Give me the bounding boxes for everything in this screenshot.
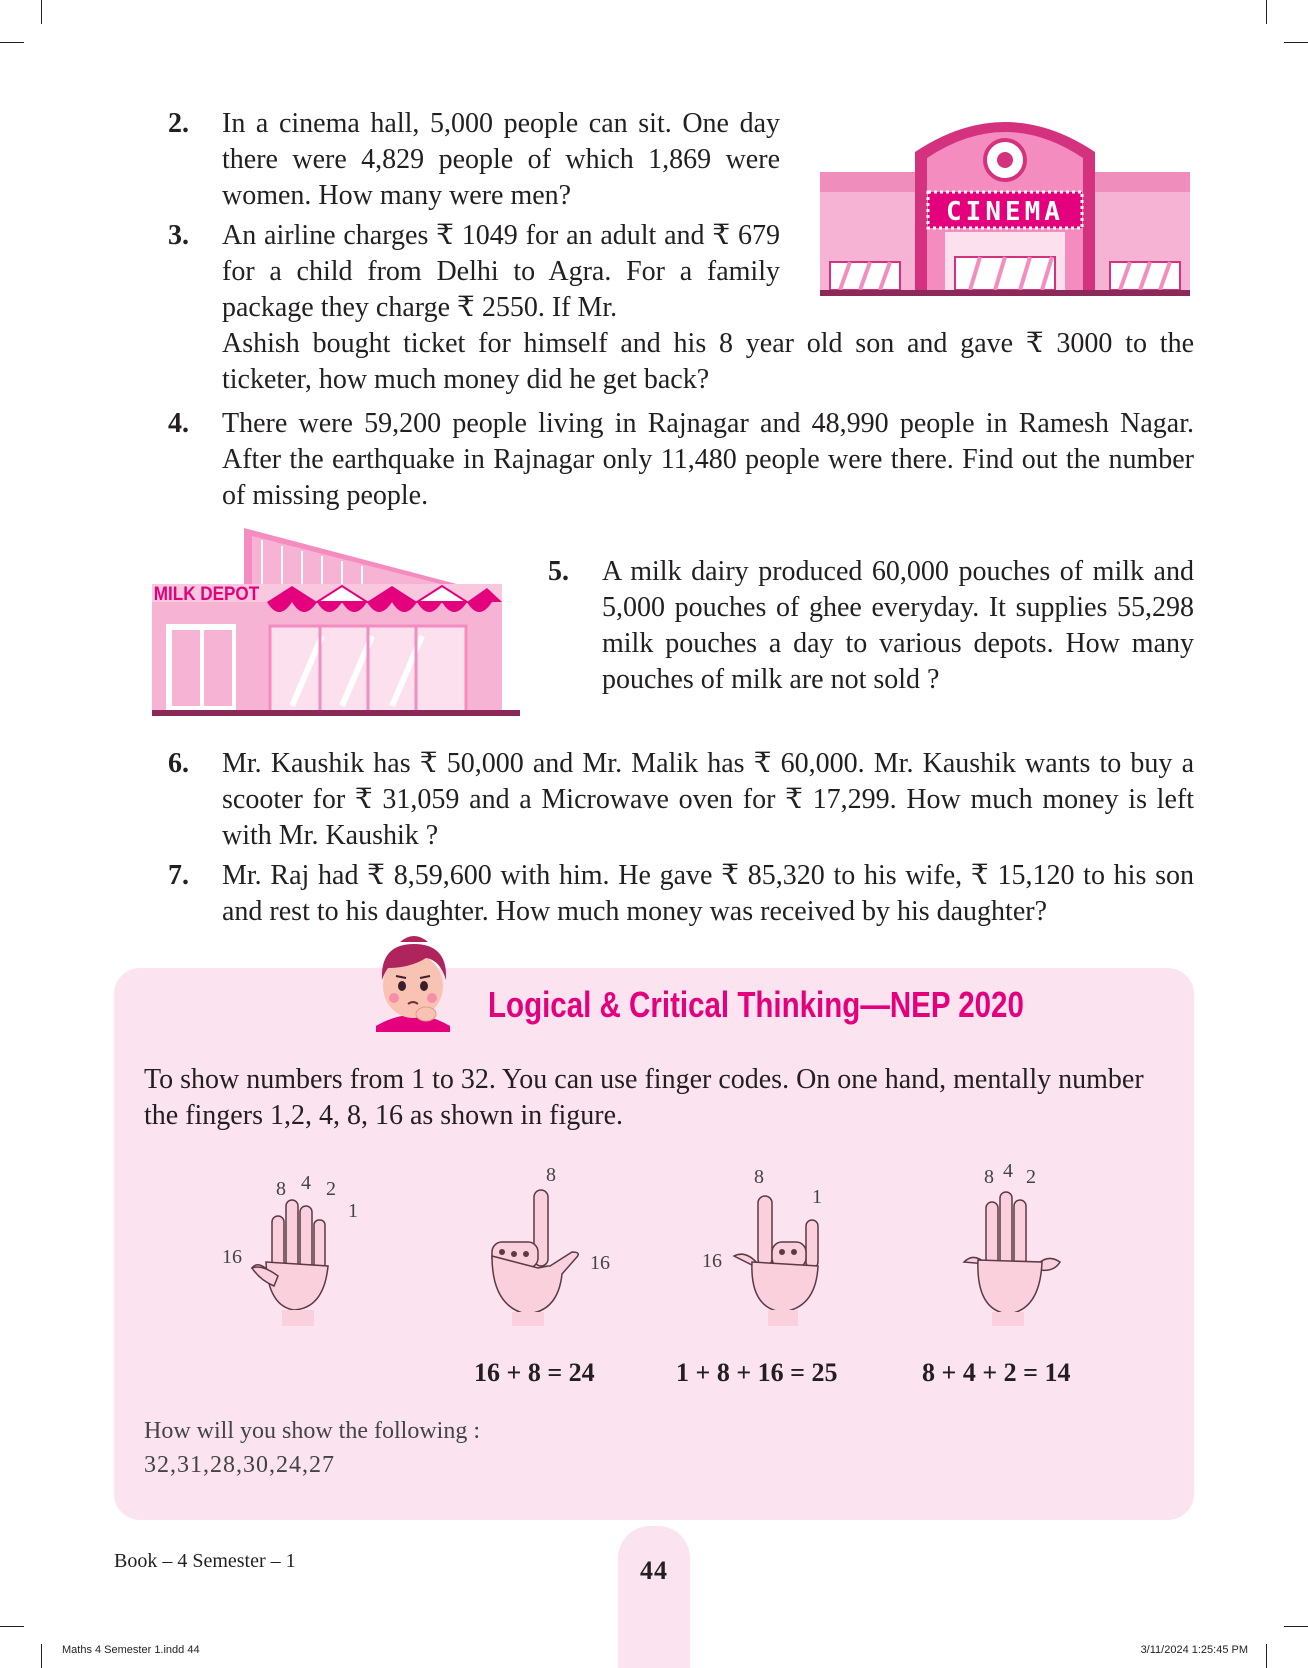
- equation-25: 1 + 8 + 16 = 25: [676, 1358, 838, 1387]
- crop-mark: [41, 1644, 42, 1668]
- footer-book-label: Book – 4 Semester – 1: [114, 1550, 296, 1572]
- question-number: 2.: [168, 108, 189, 139]
- print-slug-file: Maths 4 Semester 1.indd 44: [62, 1644, 200, 1656]
- finger-label-16: 16: [702, 1250, 722, 1272]
- cinema-sign-text: CINEMA: [946, 197, 1064, 227]
- crop-mark: [1284, 1626, 1308, 1627]
- question-7: [168, 858, 1194, 930]
- question-5: [548, 554, 1194, 698]
- activity-question: [144, 1414, 480, 1482]
- thinking-girl-icon: [370, 934, 456, 1032]
- question-text: An airline charges ₹ 1049 for an adult and ₹ 679 for a child from Delhi to Agra. For a family package they charge ₹ 2550. If Mr.: [222, 220, 780, 323]
- activity-question-text: How will you show the following :: [144, 1418, 480, 1444]
- page-number: 44: [640, 1556, 668, 1585]
- finger-label-4: 4: [1003, 1160, 1013, 1182]
- question-text: Mr. Kaushik has ₹ 50,000 and Mr. Malik has ₹ 60,000. Mr. Kaushik wants to buy a scooter for ₹ 31,059 and a Microwave oven for ₹ 17,299. How much money is left with Mr. Kaushik ?: [222, 748, 1194, 851]
- question-text: In a cinema hall, 5,000 people can sit. One day there were 4,829 people of which 1,869 were women. How many were men?: [222, 108, 780, 211]
- crop-mark: [41, 0, 42, 24]
- question-6: [168, 746, 1194, 854]
- equation-14: 8 + 4 + 2 = 14: [922, 1358, 1071, 1387]
- question-text: A milk dairy produced 60,000 pouches of milk and 5,000 pouches of ghee everyday. It supplies 55,298 milk pouches a day to various depots. How many pouches of milk are not sold ?: [602, 556, 1194, 695]
- hand-figure-index-thumb: [486, 1186, 590, 1326]
- crop-mark: [1284, 42, 1308, 43]
- finger-label-1: 1: [812, 1186, 822, 1208]
- milk-depot-illustration: [152, 526, 520, 718]
- finger-label-8: 8: [984, 1166, 994, 1188]
- question-number: 7.: [168, 860, 189, 891]
- crop-mark: [0, 1626, 24, 1627]
- nep-box-intro: To show numbers from 1 to 32. You can use finger codes. On one hand, mentally number the fingers 1,2, 4, 8, 16 as shown in figure.: [144, 1064, 1144, 1131]
- question-text-continued: Ashish bought ticket for himself and his 8 year old son and gave ₹ 3000 to the ticketer, how much money did he get back?: [222, 328, 1194, 395]
- finger-label-16: 16: [222, 1246, 242, 1268]
- finger-label-16: 16: [590, 1252, 610, 1274]
- crop-mark: [1266, 1644, 1267, 1668]
- finger-label-4: 4: [301, 1172, 311, 1194]
- question-text: There were 59,200 people living in Rajnagar and 48,990 people in Ramesh Nagar. After the earthquake in Rajnagar only 11,480 people were there. Find out the number of missing people.: [222, 408, 1194, 511]
- hand-figure-three-fingers: [960, 1186, 1064, 1326]
- finger-label-1: 1: [348, 1200, 358, 1222]
- nep-box-title: Logical & Critical Thinking—NEP 2020: [488, 984, 1024, 1025]
- milk-depot-sign-text: MILK DEPOT: [153, 583, 260, 605]
- activity-numbers: 32,31,28,30,24,27: [144, 1452, 335, 1478]
- crop-mark: [1266, 0, 1267, 24]
- print-slug-date: 3/11/2024 1:25:45 PM: [1140, 1644, 1248, 1656]
- finger-label-2: 2: [326, 1178, 336, 1200]
- finger-label-8: 8: [546, 1164, 556, 1186]
- equation-24: 16 + 8 = 24: [474, 1358, 595, 1387]
- question-3: [168, 218, 1194, 398]
- hand-figure-all-fingers: [248, 1186, 348, 1326]
- finger-label-8: 8: [754, 1166, 764, 1188]
- finger-label-2: 2: [1026, 1166, 1036, 1188]
- question-number: 6.: [168, 748, 189, 779]
- question-text: Mr. Raj had ₹ 8,59,600 with him. He gave ₹ 85,320 to his wife, ₹ 15,120 to his son and rest to his daughter. How much money was received by his daughter?: [222, 860, 1194, 927]
- crop-mark: [0, 42, 24, 43]
- question-number: 5.: [548, 556, 569, 587]
- question-4: [168, 406, 1194, 514]
- question-number: 4.: [168, 408, 189, 439]
- finger-label-8: 8: [276, 1178, 286, 1200]
- question-number: 3.: [168, 220, 189, 251]
- question-2: [168, 106, 780, 214]
- page-number-tab: [618, 1526, 690, 1668]
